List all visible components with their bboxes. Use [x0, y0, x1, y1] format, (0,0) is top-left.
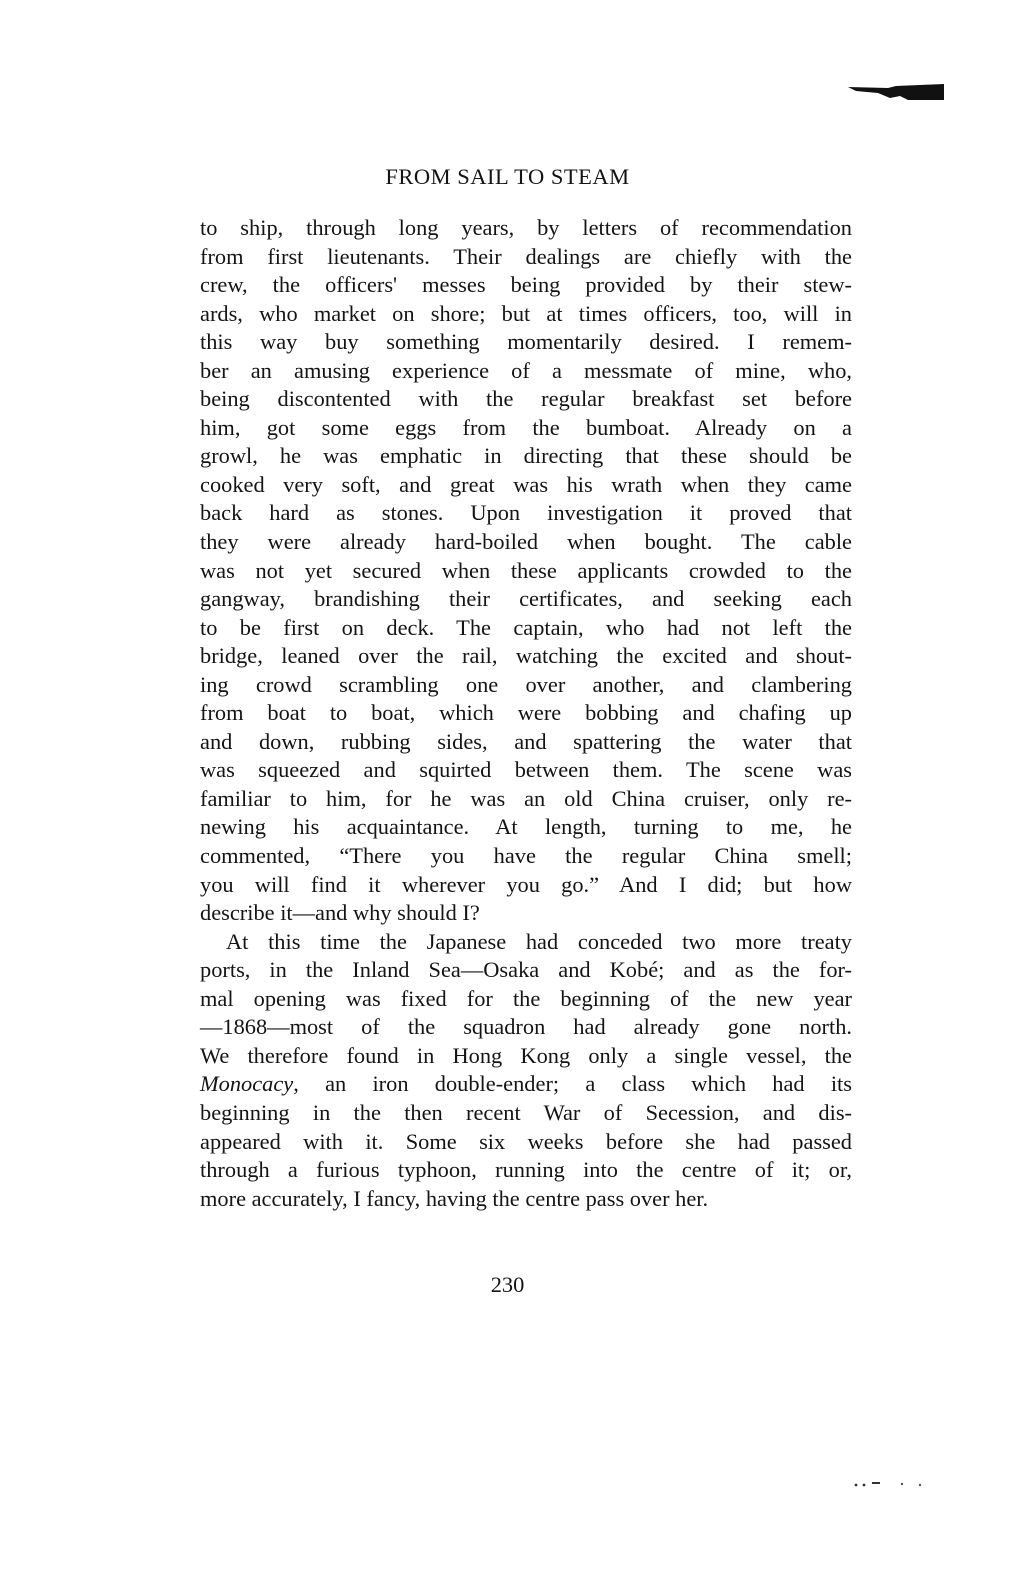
text-line: ards, who market on shore; but at times officers, too, will in [200, 300, 852, 326]
text-line: describe it—and why should I? [200, 900, 480, 926]
text-line: newing his acquaintance. At length, turning to me, he [200, 814, 852, 840]
text-line: was squeezed and squirted between them. The scene was [200, 757, 852, 783]
text-line: crew, the officers' messes being provided by their stew- [200, 272, 852, 298]
text-line: At this time the Japanese had conceded two more treaty [226, 928, 852, 954]
text-line: him, got some eggs from the bumboat. Already on a [200, 414, 852, 440]
text-line: from first lieutenants. Their dealings are chiefly with the [200, 243, 852, 269]
paragraph [200, 928, 852, 1213]
text-line: cooked very soft, and great was his wrath when they came [200, 471, 852, 497]
text-line: We therefore found in Hong Kong only a single vessel, the [200, 1042, 852, 1068]
text-line: gangway, brandishing their certificates, and seeking each [200, 586, 852, 612]
text-line: appeared with it. Some six weeks before she had passed [200, 1128, 852, 1154]
text-line: beginning in the then recent War of Secession, and dis- [200, 1099, 852, 1125]
text-line: you will find it wherever you go.” And I did; but how [200, 871, 852, 897]
page-number: 230 [490, 1272, 525, 1297]
text-line: and down, rubbing sides, and spattering the water that [200, 728, 852, 754]
text-line: through a furious typhoon, running into the centre of it; or, [200, 1157, 852, 1183]
scan-corner-mark [848, 84, 944, 100]
ship-name: Monocacy [200, 1071, 294, 1097]
text-line: ports, in the Inland Sea—Osaka and Kobé; and as the for- [200, 957, 852, 983]
text-line: —1868—most of the squadron had already gone north. [200, 1014, 852, 1040]
text-line: bridge, leaned over the rail, watching the excited and shout- [200, 643, 852, 669]
text-line: ber an amusing experience of a messmate of mine, who, [200, 357, 852, 383]
running-head: FROM SAIL TO STEAM [385, 164, 630, 189]
scan-specks [852, 1478, 924, 1490]
text-line: ing crowd scrambling one over another, and clambering [200, 671, 852, 697]
text-line: commented, “There you have the regular China smell; [200, 843, 852, 869]
text-line: familiar to him, for he was an old China cruiser, only re- [200, 785, 852, 811]
text-line: was not yet secured when these applicants crowded to the [200, 557, 852, 583]
text-line: back hard as stones. Upon investigation it proved that [200, 500, 852, 526]
text-line: they were already hard-boiled when bought. The cable [200, 529, 852, 555]
text-line: to be first on deck. The captain, who had not left the [200, 614, 852, 640]
text-line: more accurately, I fancy, having the centre pass over her. [200, 1185, 709, 1211]
text-line: Monocacy, an iron double-ender; a class which had its [200, 1071, 852, 1097]
text-line: from boat to boat, which were bobbing and chafing up [200, 700, 852, 726]
paragraph [200, 214, 852, 928]
text-line: to ship, through long years, by letters of recommendation [200, 215, 852, 240]
text-line: growl, he was emphatic in directing that these should be [200, 443, 852, 469]
text-line: being discontented with the regular breakfast set before [200, 386, 852, 412]
text-line: this way buy something momentarily desired. I remem- [200, 329, 852, 355]
text-line: mal opening was fixed for the beginning of the new year [200, 985, 852, 1011]
body-text [200, 214, 852, 1213]
